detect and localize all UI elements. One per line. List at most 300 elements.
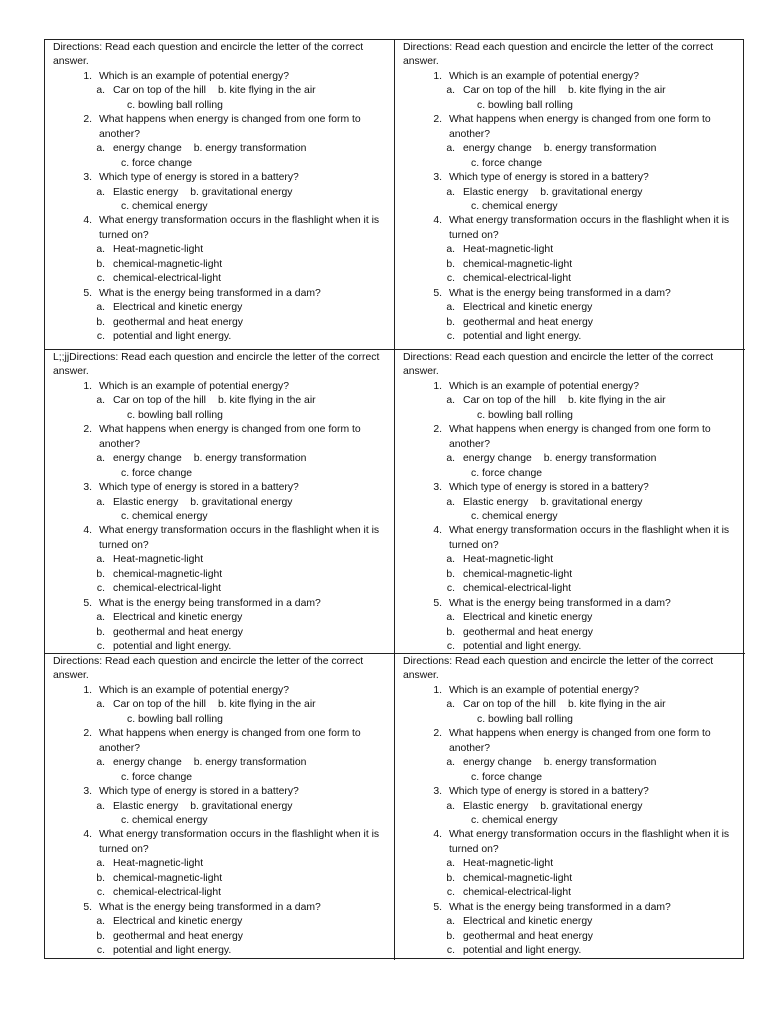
option-text: Heat-magnetic-light xyxy=(463,244,554,256)
option-text: Heat-magnetic-light xyxy=(113,858,204,870)
option-text: Electrical and kinetic energy xyxy=(113,612,243,624)
option-b: b. energy transformation xyxy=(193,757,307,769)
question-text: What happens when energy is changed from one form to another? xyxy=(449,424,711,450)
option-letter: b. xyxy=(446,626,455,638)
option-letter: a. xyxy=(96,395,105,407)
option-letter: b. xyxy=(96,626,105,638)
option-text: chemical-electrical-light xyxy=(463,887,571,899)
option-letter: a. xyxy=(96,244,105,256)
option-a xyxy=(53,301,386,315)
option-letter: a. xyxy=(96,916,105,928)
option-letter: c. xyxy=(446,887,455,899)
question-text: Which is an example of potential energy? xyxy=(449,684,640,696)
option-c xyxy=(403,944,737,958)
question-text: Which type of energy is stored in a battery? xyxy=(449,482,649,494)
question-2 xyxy=(403,113,737,142)
question-number: 1. xyxy=(433,70,442,82)
question-number: 1. xyxy=(83,70,92,82)
option-b: b. energy transformation xyxy=(193,453,307,465)
option-letter: a. xyxy=(96,85,105,97)
option-letter: a. xyxy=(96,143,105,155)
option-letter: a. xyxy=(446,244,455,256)
options-line xyxy=(53,452,386,466)
option-letter: a. xyxy=(96,858,105,870)
option-letter: c. xyxy=(446,331,455,343)
option-letter: b. xyxy=(96,872,105,884)
question-number: 4. xyxy=(433,525,442,537)
option-a: energy change xyxy=(113,453,182,465)
question-text: Which is an example of potential energy? xyxy=(449,70,640,82)
options-line xyxy=(403,800,737,814)
option-letter: a. xyxy=(96,699,105,711)
question-text: Which type of energy is stored in a battery? xyxy=(449,172,649,184)
question-3 xyxy=(53,171,386,185)
option-letter: b. xyxy=(96,568,105,580)
option-text: chemical-electrical-light xyxy=(463,273,571,285)
option-b: b. gravitational energy xyxy=(540,186,643,198)
option-text: geothermal and heat energy xyxy=(113,930,243,942)
question-4 xyxy=(53,524,386,553)
options-line xyxy=(403,142,737,156)
option-a: energy change xyxy=(113,143,182,155)
option-letter: a. xyxy=(96,453,105,465)
question-number: 1. xyxy=(83,380,92,392)
question-text: Which type of energy is stored in a battery? xyxy=(99,482,299,494)
option-b xyxy=(53,568,386,582)
option-a xyxy=(403,301,737,315)
option-a: Car on top of the hill xyxy=(463,395,556,407)
question-text: What energy transformation occurs in the flashlight when it is turned on? xyxy=(449,829,730,855)
question-3 xyxy=(53,785,386,799)
question-text: Which is an example of potential energy? xyxy=(99,380,290,392)
question-3 xyxy=(403,171,737,185)
question-number: 4. xyxy=(83,215,92,227)
option-a xyxy=(53,857,386,871)
question-text: Which type of energy is stored in a battery? xyxy=(99,172,299,184)
option-a: Elastic energy xyxy=(113,496,179,508)
question-number: 5. xyxy=(433,287,442,299)
option-text: geothermal and heat energy xyxy=(463,626,593,638)
option-c xyxy=(53,640,386,654)
option-c xyxy=(403,582,737,596)
quiz-card xyxy=(395,654,745,960)
option-c xyxy=(53,272,386,286)
option-text: potential and light energy. xyxy=(113,331,232,343)
question-text: Which is an example of potential energy? xyxy=(99,684,290,696)
option-text: chemical-magnetic-light xyxy=(463,872,573,884)
question-text: What happens when energy is changed from one form to another? xyxy=(99,728,361,754)
question-number: 4. xyxy=(83,525,92,537)
option-letter: a. xyxy=(446,395,455,407)
option-letter: c. xyxy=(446,273,455,285)
option-letter: a. xyxy=(446,757,455,769)
option-c: c. bowling ball rolling xyxy=(477,409,573,421)
option-c: c. force change xyxy=(471,467,543,479)
option-b xyxy=(403,626,737,640)
option-letter: a. xyxy=(96,186,105,198)
option-c: c. force change xyxy=(121,157,193,169)
question-text: What energy transformation occurs in the flashlight when it is turned on? xyxy=(99,829,380,855)
option-a: Car on top of the hill xyxy=(113,699,206,711)
option-a xyxy=(403,915,737,929)
question-number: 5. xyxy=(433,597,442,609)
option-a: Elastic energy xyxy=(463,496,529,508)
option-c: c. bowling ball rolling xyxy=(477,713,573,725)
quiz-card xyxy=(45,350,395,654)
option-letter: a. xyxy=(446,186,455,198)
directions-text: Directions: Read each question and encircle the letter of the correct answer. xyxy=(53,656,364,682)
option-c: c. bowling ball rolling xyxy=(127,99,223,111)
option-letter: a. xyxy=(96,554,105,566)
quiz-card xyxy=(45,40,395,350)
option-b xyxy=(403,568,737,582)
option-letter: b. xyxy=(446,568,455,580)
question-number: 2. xyxy=(433,114,442,126)
option-letter: a. xyxy=(446,800,455,812)
options-line xyxy=(53,496,386,510)
option-b: b. kite flying in the air xyxy=(218,85,316,97)
directions-text: L;;jjDirections: Read each question and encircle the letter of the correct answer. xyxy=(53,352,380,378)
option-letter: a. xyxy=(446,554,455,566)
option-a xyxy=(403,243,737,257)
option-letter: a. xyxy=(96,757,105,769)
option-b xyxy=(403,316,737,330)
option-letter: a. xyxy=(446,699,455,711)
question-4 xyxy=(53,214,386,243)
option-letter: c. xyxy=(96,887,105,899)
options-line xyxy=(403,452,737,466)
options-line xyxy=(53,186,386,200)
worksheet-grid xyxy=(44,39,744,959)
directions-text: Directions: Read each question and encircle the letter of the correct answer. xyxy=(403,42,714,68)
option-b xyxy=(403,258,737,272)
option-c: c. chemical energy xyxy=(471,814,558,826)
option-c: c. force change xyxy=(471,771,543,783)
option-text: potential and light energy. xyxy=(463,331,582,343)
option-a: energy change xyxy=(113,757,182,769)
options-line xyxy=(53,84,386,98)
option-a xyxy=(403,553,737,567)
question-number: 2. xyxy=(433,728,442,740)
option-a xyxy=(53,915,386,929)
option-text: potential and light energy. xyxy=(463,945,582,957)
option-c xyxy=(403,330,737,344)
option-text: Heat-magnetic-light xyxy=(463,554,554,566)
question-text: What is the energy being transformed in a dam? xyxy=(99,901,321,913)
option-text: potential and light energy. xyxy=(463,641,582,653)
question-number: 2. xyxy=(433,424,442,436)
option-letter: a. xyxy=(446,302,455,314)
question-1 xyxy=(403,380,737,394)
option-c: c. bowling ball rolling xyxy=(127,713,223,725)
options-line xyxy=(53,394,386,408)
options-line xyxy=(403,186,737,200)
option-b: b. kite flying in the air xyxy=(218,699,316,711)
option-a: Elastic energy xyxy=(463,800,529,812)
quiz-card xyxy=(395,350,745,654)
option-a xyxy=(53,611,386,625)
option-c xyxy=(53,886,386,900)
option-b: b. energy transformation xyxy=(543,453,657,465)
option-c: c. bowling ball rolling xyxy=(127,409,223,421)
question-2 xyxy=(403,423,737,452)
option-b: b. gravitational energy xyxy=(190,496,293,508)
option-b: b. energy transformation xyxy=(543,757,657,769)
option-letter: a. xyxy=(446,858,455,870)
option-b: b. kite flying in the air xyxy=(218,395,316,407)
option-text: chemical-magnetic-light xyxy=(113,872,223,884)
question-1 xyxy=(53,684,386,698)
option-text: potential and light energy. xyxy=(113,641,232,653)
option-text: Electrical and kinetic energy xyxy=(113,916,243,928)
question-4 xyxy=(403,524,737,553)
option-letter: c. xyxy=(96,945,105,957)
question-number: 2. xyxy=(83,424,92,436)
question-number: 4. xyxy=(83,829,92,841)
option-a xyxy=(53,243,386,257)
option-b xyxy=(53,258,386,272)
option-b xyxy=(53,316,386,330)
option-letter: a. xyxy=(96,612,105,624)
option-b: b. gravitational energy xyxy=(540,800,643,812)
option-a: Elastic energy xyxy=(113,800,179,812)
question-1 xyxy=(403,70,737,84)
question-number: 4. xyxy=(433,215,442,227)
option-c xyxy=(403,886,737,900)
option-letter: a. xyxy=(446,916,455,928)
question-1 xyxy=(53,380,386,394)
question-2 xyxy=(403,727,737,756)
option-c: c. force change xyxy=(121,771,193,783)
option-letter: a. xyxy=(446,496,455,508)
question-1 xyxy=(53,70,386,84)
option-a xyxy=(53,553,386,567)
question-number: 5. xyxy=(83,597,92,609)
question-text: What energy transformation occurs in the flashlight when it is turned on? xyxy=(99,525,380,551)
option-a: energy change xyxy=(463,757,532,769)
option-letter: c. xyxy=(446,945,455,957)
question-text: Which is an example of potential energy? xyxy=(449,380,640,392)
option-b: b. gravitational energy xyxy=(190,800,293,812)
option-letter: b. xyxy=(96,258,105,270)
option-text: chemical-electrical-light xyxy=(463,583,571,595)
option-text: Electrical and kinetic energy xyxy=(463,302,593,314)
option-letter: c. xyxy=(96,583,105,595)
option-letter: b. xyxy=(96,930,105,942)
quiz-card xyxy=(395,40,745,350)
option-letter: a. xyxy=(96,302,105,314)
question-1 xyxy=(403,684,737,698)
option-a: Car on top of the hill xyxy=(463,699,556,711)
question-4 xyxy=(53,828,386,857)
option-c: c. chemical energy xyxy=(121,510,208,522)
question-number: 3. xyxy=(83,786,92,798)
option-c xyxy=(403,640,737,654)
question-text: What energy transformation occurs in the flashlight when it is turned on? xyxy=(449,215,730,241)
option-b: b. gravitational energy xyxy=(190,186,293,198)
option-a: energy change xyxy=(463,143,532,155)
question-text: Which is an example of potential energy? xyxy=(99,70,290,82)
question-text: What energy transformation occurs in the flashlight when it is turned on? xyxy=(99,215,380,241)
option-text: Heat-magnetic-light xyxy=(463,858,554,870)
question-number: 3. xyxy=(433,482,442,494)
question-number: 1. xyxy=(83,684,92,696)
question-number: 3. xyxy=(433,786,442,798)
option-text: geothermal and heat energy xyxy=(463,316,593,328)
question-number: 5. xyxy=(433,901,442,913)
option-letter: c. xyxy=(96,331,105,343)
option-text: potential and light energy. xyxy=(113,945,232,957)
question-number: 5. xyxy=(83,287,92,299)
question-text: What is the energy being transformed in a dam? xyxy=(449,901,671,913)
option-a xyxy=(403,611,737,625)
option-letter: c. xyxy=(96,273,105,285)
option-letter: c. xyxy=(446,641,455,653)
question-number: 1. xyxy=(433,684,442,696)
option-text: Heat-magnetic-light xyxy=(113,244,204,256)
option-c: c. chemical energy xyxy=(121,814,208,826)
option-text: chemical-magnetic-light xyxy=(463,568,573,580)
option-text: Heat-magnetic-light xyxy=(113,554,204,566)
question-4 xyxy=(403,828,737,857)
options-line xyxy=(53,800,386,814)
option-text: geothermal and heat energy xyxy=(113,626,243,638)
directions-text: Directions: Read each question and encircle the letter of the correct answer. xyxy=(53,42,364,68)
option-letter: b. xyxy=(446,930,455,942)
option-c: c. chemical energy xyxy=(471,510,558,522)
option-text: chemical-electrical-light xyxy=(113,583,221,595)
option-letter: b. xyxy=(446,316,455,328)
directions-text: Directions: Read each question and encircle the letter of the correct answer. xyxy=(403,352,714,378)
question-5 xyxy=(53,287,386,301)
option-text: geothermal and heat energy xyxy=(463,930,593,942)
question-3 xyxy=(403,785,737,799)
option-text: chemical-magnetic-light xyxy=(113,568,223,580)
question-2 xyxy=(53,727,386,756)
option-c: c. force change xyxy=(471,157,543,169)
question-text: What energy transformation occurs in the flashlight when it is turned on? xyxy=(449,525,730,551)
option-letter: b. xyxy=(446,872,455,884)
option-letter: b. xyxy=(96,316,105,328)
option-text: Electrical and kinetic energy xyxy=(113,302,243,314)
directions-text: Directions: Read each question and encircle the letter of the correct answer. xyxy=(403,656,714,682)
question-text: What happens when energy is changed from one form to another? xyxy=(449,728,711,754)
option-a: Elastic energy xyxy=(113,186,179,198)
option-letter: c. xyxy=(96,641,105,653)
options-line xyxy=(403,756,737,770)
option-a: Elastic energy xyxy=(463,186,529,198)
question-number: 3. xyxy=(433,172,442,184)
option-letter: b. xyxy=(446,258,455,270)
option-c: c. force change xyxy=(121,467,193,479)
question-5 xyxy=(403,597,737,611)
option-c xyxy=(53,582,386,596)
option-b xyxy=(53,872,386,886)
option-text: chemical-electrical-light xyxy=(113,887,221,899)
option-c xyxy=(53,944,386,958)
question-number: 5. xyxy=(83,901,92,913)
option-text: Electrical and kinetic energy xyxy=(463,612,593,624)
question-text: What happens when energy is changed from one form to another? xyxy=(449,114,711,140)
option-c xyxy=(403,272,737,286)
option-b: b. energy transformation xyxy=(543,143,657,155)
option-letter: a. xyxy=(446,85,455,97)
question-5 xyxy=(53,597,386,611)
question-number: 2. xyxy=(83,114,92,126)
question-number: 3. xyxy=(83,172,92,184)
option-a: energy change xyxy=(463,453,532,465)
option-b xyxy=(403,930,737,944)
option-b: b. kite flying in the air xyxy=(568,85,666,97)
quiz-card xyxy=(45,654,395,960)
option-a xyxy=(403,857,737,871)
question-number: 4. xyxy=(433,829,442,841)
options-line xyxy=(53,698,386,712)
question-5 xyxy=(403,287,737,301)
question-text: What happens when energy is changed from one form to another? xyxy=(99,424,361,450)
option-text: geothermal and heat energy xyxy=(113,316,243,328)
question-4 xyxy=(403,214,737,243)
question-3 xyxy=(403,481,737,495)
options-line xyxy=(403,496,737,510)
question-3 xyxy=(53,481,386,495)
question-text: Which type of energy is stored in a battery? xyxy=(449,786,649,798)
question-2 xyxy=(53,113,386,142)
option-c: c. chemical energy xyxy=(121,200,208,212)
option-a: Car on top of the hill xyxy=(113,395,206,407)
option-a: Car on top of the hill xyxy=(113,85,206,97)
question-number: 2. xyxy=(83,728,92,740)
option-text: Electrical and kinetic energy xyxy=(463,916,593,928)
option-text: chemical-electrical-light xyxy=(113,273,221,285)
option-letter: a. xyxy=(96,800,105,812)
question-text: Which type of energy is stored in a battery? xyxy=(99,786,299,798)
option-c: c. bowling ball rolling xyxy=(477,99,573,111)
option-b: b. gravitational energy xyxy=(540,496,643,508)
question-2 xyxy=(53,423,386,452)
option-text: chemical-magnetic-light xyxy=(113,258,223,270)
option-letter: a. xyxy=(446,143,455,155)
option-b: b. kite flying in the air xyxy=(568,699,666,711)
option-b: b. kite flying in the air xyxy=(568,395,666,407)
option-c: c. chemical energy xyxy=(471,200,558,212)
question-text: What happens when energy is changed from one form to another? xyxy=(99,114,361,140)
question-text: What is the energy being transformed in a dam? xyxy=(99,597,321,609)
option-letter: a. xyxy=(96,496,105,508)
option-letter: c. xyxy=(446,583,455,595)
options-line xyxy=(53,756,386,770)
question-number: 1. xyxy=(433,380,442,392)
option-c xyxy=(53,330,386,344)
option-text: chemical-magnetic-light xyxy=(463,258,573,270)
options-line xyxy=(403,84,737,98)
options-line xyxy=(403,394,737,408)
question-5 xyxy=(403,901,737,915)
option-b xyxy=(53,930,386,944)
option-letter: a. xyxy=(446,453,455,465)
option-b xyxy=(403,872,737,886)
options-line xyxy=(53,142,386,156)
question-text: What is the energy being transformed in a dam? xyxy=(449,597,671,609)
option-b xyxy=(53,626,386,640)
question-text: What is the energy being transformed in a dam? xyxy=(99,287,321,299)
question-text: What is the energy being transformed in a dam? xyxy=(449,287,671,299)
option-b: b. energy transformation xyxy=(193,143,307,155)
options-line xyxy=(403,698,737,712)
option-a: Car on top of the hill xyxy=(463,85,556,97)
question-5 xyxy=(53,901,386,915)
option-letter: a. xyxy=(446,612,455,624)
